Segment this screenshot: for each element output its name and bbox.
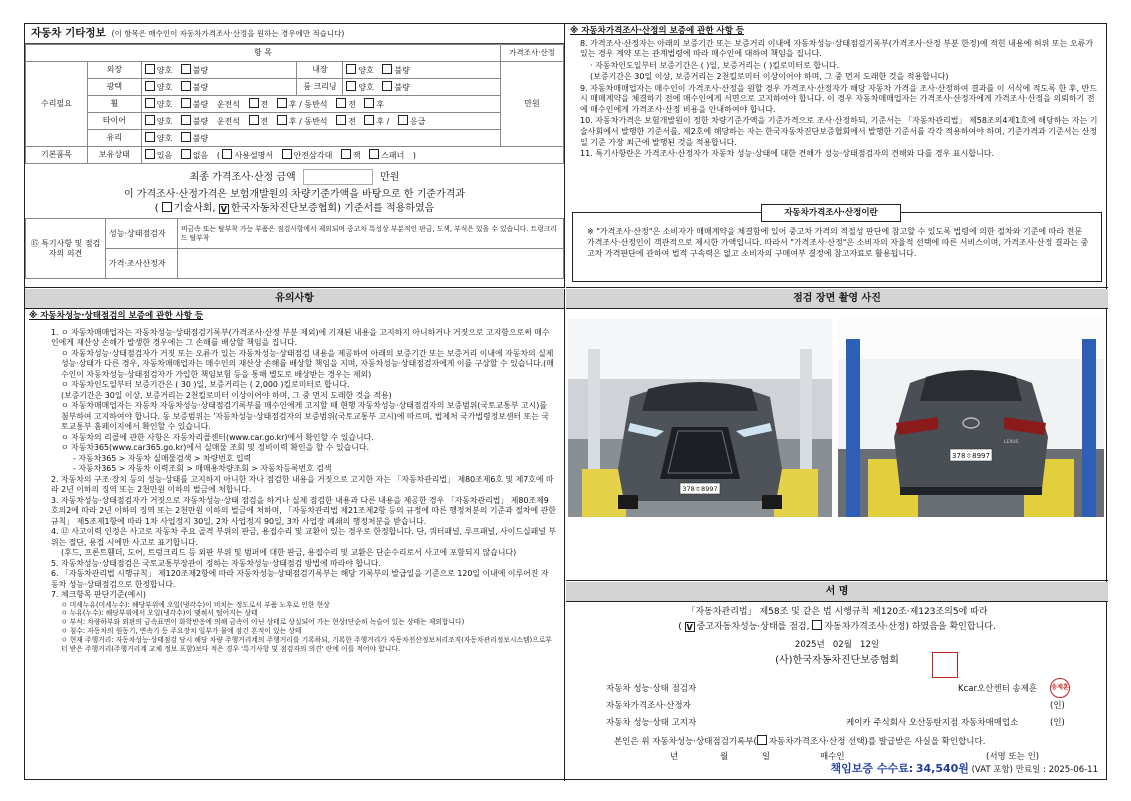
perf-inspector-opinion: 비금속 또는 탈부착 가능 부품은 점검사항에서 제외되며 중고차 특성상 부분적인 판금, 도색, 부식은 있을 수 있습니다. 트렁크리드 탈부착 [178, 219, 564, 249]
caution-3: 3. 자동차성능·상태점검자가 거짓으로 자동차성능·상태 점검을 하거나 실제 점검한 내용과 다른 내용을 제공한 경우 「자동차관리법」 제80조제9호의2에 따라 2년 이하의 징역 또는 2천만원 이하의 벌금에 처하며, 「자동차관리법 제21조제2항 등의 규정에 따른 행정처분의 기준과 절차에 관한 규칙」 제5조제1항에 따라 1차 사업정지 30일, 2차 사업정지 90일, 3차 사업장 폐쇄의 행정처분을 받습니다. [51, 495, 556, 526]
buyer-sign[interactable]: (서명 또는 인) [986, 752, 1040, 762]
engineers-society-checkbox[interactable] [162, 202, 172, 212]
caution-7d: ㅇ 침수: 자동차의 원동기, 변속기 등 주요장치 일부가 물에 잠긴 흔적이 있는 상태 [61, 627, 302, 636]
room-options: 양호 불량 [343, 79, 501, 96]
caution-1c2: (보증기간은 30일 이상, 보증거리는 2천킬로미터 이상이어야 하며, 그 중 먼저 도래한 것을 적용) [61, 390, 392, 400]
item-9: 9. 자동차매매업자는 매수인이 가격조사·산정을 원할 경우 가격조사·산정자가 해당 자동차 가격을 조사·산정하여 결과를 이 서식에 적도록 한 후, 반드시 매매계약을 체결하기 전에 매수인에게 서면으로 고지하여야 합니다. 이 경우 자동차매매업자는 가격조사·산정자에게 가격조사·산정을 의뢰하기 전에 매수인에게 가격조사·산정 비용을 안내하여야 합니다. [580, 83, 1097, 114]
price-unit: 만원 [501, 62, 564, 147]
caution-4b: (후드, 프론트휀더, 도어, 트렁크리드 등 외판 부위 및 범퍼에 대한 판금, 용접수리 및 교환은 단순수리로서 사고에 포함되지 않습니다) [61, 548, 517, 558]
misc-title-row [25, 24, 564, 44]
caution-1e: ㅇ 자동차의 리콜에 관한 사항은 자동차리콜센터(www.car.go.kr)에서 확인할 수 있습니다. [61, 432, 374, 442]
interior-label: 내장 [297, 62, 343, 79]
caution-4: 4. ⑫ 사고이력 인정은 사고로 자동차 주요 골격 부위의 판금, 용접수리 및 교환이 있는 경우로 한정합니다. 단, 쿼터패널, 루프패널, 사이드실패널 부위는 절단, 용접 시에만 사고로 표기합니다. [51, 527, 556, 547]
caution-1b: ㅇ 자동차성능·상태점검자가 거짓 또는 오류가 있는 자동차성능·상태점검 내용을 제공하여 아래의 보증기간 또는 보증거리 이내에 자동차의 실제 성능·상태가 다른 경우, 자동차매매업자는 매수인의 재산상 손해를 배상할 책임을 지며, 자동차성능·상태점검자에게 이를 구상할 수 있습니다.(매수인이 자동차성능·상태점검자가 가입한 책임보험 등을 통해 별도로 배상받는 경우는 제외) [61, 348, 554, 379]
fee-value: 34,540원 [915, 762, 969, 776]
final-price-label: 최종 가격조사·산정 금액 [189, 172, 296, 183]
opinion-label: ⑮ 특기사항 및 점검자의 의견 [26, 219, 106, 279]
gloss-bad-checkbox[interactable] [181, 81, 191, 91]
gloss-good-checkbox[interactable] [145, 81, 155, 91]
expiry-date: 만료일 : 2025-06-11 [1015, 765, 1098, 776]
date-line: 2025년 02월 12일 [794, 639, 880, 650]
item-10: 10. 자동차가격은 보험개발원이 정한 차량기준가액을 기준가격으로 조사·산정하되, 기준서는 「자동차관리법」 제58조의4제1호에 해당하는 자는 기술사회에서 발행한 기준서를, 제2호에 해당하는 자는 한국자동차진단보증협회에서 발행한 기준서를 각각 적용하여야 하며, 기준가격과 기준서는 산정일 기준 가장 최근에 발행된 것을 적용합니다. [580, 116, 1098, 147]
glass-label: 유리 [87, 130, 141, 147]
caution-1d: ㅇ 자동차매매업자는 자동차 자동차성능·상태점검기록부를 매수인에게 고지할 때 현행 자동차성능·상태점검자의 보증범위(국토교통부 고시)를 첨부하여 고지하여야 합니다. 동 보증범위는 '자동차성능·상태점검자의 보증범위(국토교통부 고시)에 따르며, 법제처 국가법령정보센터 또는 국토교통부 홈페이지에서 확인할 수 있습니다. [61, 401, 550, 432]
buyer-confirm-line: 본인은 위 자동차성능·상태점검기록부( 자동차가격조사·산정 선택)를 발급받은 사실을 확인합니다. [614, 737, 986, 747]
final-price-unit: 만원 [380, 172, 400, 183]
association-seal [932, 652, 958, 678]
caution-header: 유의사항 [25, 289, 564, 309]
possession-label: 보유상태 [87, 147, 141, 164]
caution-1f1: - 자동차365 > 자동차 실매물검색 > 차량번호 입력 [73, 453, 252, 463]
wheel-options: 양호 불량 운전석 전 후 / 동반석 전 후 [141, 96, 500, 113]
room-good-checkbox[interactable] [346, 81, 356, 91]
notifier-seal: (인) [1050, 718, 1065, 728]
jack-checkbox[interactable] [341, 149, 351, 159]
items-no-checkbox[interactable] [181, 149, 191, 159]
inspection-record-page [24, 23, 1107, 780]
association-name: (사)한국자동차진단보증협회 [775, 655, 899, 667]
tire-good-checkbox[interactable] [145, 115, 155, 125]
sign-day: 12 [860, 639, 871, 650]
wheel-bad-checkbox[interactable] [181, 98, 191, 108]
caution-6: 6. 「자동차관리법 시행규칙」 제120조제2항에 따라 자동차성능·상태점검기록부는 해당 기록부의 발급일을 기준으로 120일 이내에 이루어진 자동차 성능·상태점검으로 한정합니다. [51, 569, 549, 589]
final-price-input[interactable] [303, 169, 373, 185]
misc-note: (이 항목은 매수인이 자동차가격조사·산정을 원하는 경우에만 적습니다) [111, 28, 345, 38]
caution-1c: ㅇ 자동차인도일부터 보증기간은 ( 30 )일, 보증거리는 ( 2,000 )킬로미터로 합니다. [61, 380, 350, 390]
buyer-day: 일 [762, 752, 771, 762]
tire-spare-checkbox[interactable] [398, 115, 408, 125]
wheel-front-checkbox[interactable] [249, 98, 259, 108]
caution-5: 5. 자동차성능·상태점검은 국토교통부장관이 정하는 자동차성능·상태점검 방법에 따라야 합니다. [51, 558, 381, 568]
law-line-2: ( V 중고자동차성능·상태를 점검, 자동차가격조사·산정) 하였음을 확인합니다. [678, 622, 996, 633]
col-item-header: 항 목 [26, 45, 501, 62]
standard-line-1: 이 가격조사·산정가격은 보험개발원의 차량기준가액을 바탕으로 한 기준가격과 [123, 189, 466, 200]
wheel-good-checkbox[interactable] [145, 98, 155, 108]
price-guarantee-panel [566, 24, 1108, 288]
price-guarantee-items [566, 39, 1108, 160]
rear-car-illustration [838, 319, 1104, 517]
photo-header: 점검 장면 촬영 사진 [566, 289, 1108, 309]
definition-box [572, 208, 1102, 282]
price-guarantee-title: ※ 자동차가격조사·산정의 보증에 관한 사항 등 [570, 26, 745, 36]
vehicle-misc-info-panel [25, 24, 565, 288]
wheel-pfront-checkbox[interactable] [336, 98, 346, 108]
basic-items-label: 기본품목 [26, 147, 88, 164]
caution-7e: ㅇ 현재 주행거리: 자동차성능·상태점검 당시 해당 차량 주행거리계의 주행거리를 기록하되, 기록한 주행거리가 자동차전산정보처리조직(자동차관리정보시스템)으로부터 받은 주행거리(주행거리계 교체 정보 포함)보다 적은 경우 '특기사항 및 점검자의 의견' 란에 이를 적어야 합니다. [61, 635, 552, 653]
caution-panel [25, 289, 565, 781]
spanner-checkbox[interactable] [369, 149, 379, 159]
glass-bad-checkbox[interactable] [181, 132, 191, 142]
price-check-checkbox[interactable] [812, 620, 822, 630]
caution-7a: ㅇ 미세누유(미세누수): 해당부위에 오일(냉각수)이 비치는 정도로서 부품 노후로 인한 현상 [61, 600, 330, 609]
perf-check-checkbox-checked[interactable]: V [686, 623, 693, 633]
wheel-prear-checkbox[interactable] [364, 98, 374, 108]
appraiser-seal: (인) [1050, 701, 1065, 711]
item-11: 11. 특기사항란은 가격조사·산정자가 자동차 성능·상태에 대한 견해가 성능·상태점검자의 견해와 다를 경우 표시합니다. [580, 149, 995, 159]
interior-bad-checkbox[interactable] [382, 64, 392, 74]
rear-car-photo [838, 319, 1104, 517]
appraiser-label: 자동차가격조사·산정자 [606, 701, 691, 711]
item-8: 8. 가격조사·산정자는 아래의 보증기간 또는 보증거리 이내에 자동차성능·상태점검기록부(가격조사·산정 부분 한정)에 적힌 내용에 허위 또는 오류가 있는 경우 계약 또는 관계법령에 따라 매수인에 대하여 책임을 집니다. [580, 38, 1094, 59]
glass-options: 양호 불량 [141, 130, 500, 147]
buyer-price-checkbox[interactable] [757, 735, 767, 745]
inspector-label: 자동차 성능·상태 점검자 [606, 684, 697, 694]
front-car-illustration [568, 319, 832, 517]
signature-header: 서 명 [566, 582, 1108, 602]
buyer-month: 월 [720, 752, 729, 762]
caution-title: ※ 자동차성능·상태점검의 보증에 관한 사항 등 [29, 311, 204, 321]
wheel-rear-checkbox[interactable] [277, 98, 287, 108]
fee-label: 책임보증 수수료: [830, 762, 914, 776]
rear-brand-text: LEXUS [1004, 440, 1019, 445]
exterior-options: 양호 불량 [141, 62, 297, 79]
definition-title: 자동차가격조사·산정이란 [761, 204, 901, 222]
opinion-table [25, 218, 564, 279]
gloss-options: 양호 불량 [141, 79, 297, 96]
basic-items-options: 있음 없음 ( 사용설명서 안전삼각대 잭 스패너 ) [141, 147, 563, 164]
front-plate-text: 378ㅎ8997 [682, 485, 718, 493]
sign-year: 2025 [794, 639, 817, 650]
items-yes-checkbox[interactable] [145, 149, 155, 159]
exterior-bad-checkbox[interactable] [181, 64, 191, 74]
interior-options: 양호 불량 [343, 62, 501, 79]
exterior-label: 외장 [87, 62, 141, 79]
item-8b: (보증기간은 30일 이상, 보증거리는 2천킬로미터 이상이어야 하며, 그 중 먼저 도래한 것을 적용합니다) [590, 72, 949, 82]
buyer-label: 매수인 [820, 752, 845, 762]
room-bad-checkbox[interactable] [382, 81, 392, 91]
rear-plate-text: 378ㅎ8997 [952, 452, 990, 460]
exterior-good-checkbox[interactable] [145, 64, 155, 74]
fee-line [831, 762, 1099, 776]
signature-panel [566, 582, 1108, 781]
final-price-row [25, 169, 564, 185]
tire-label: 타이어 [87, 113, 141, 130]
caution-2: 2. 자동차의 구조·장치 등의 성능·상태를 고지하지 아니한 자나 점검한 내용을 거짓으로 고지한 자는 「자동차관리법」 제80조제6호 및 제7호에 따라 2년 이하의 징역 또는 2천만원 이하의 벌금에 처합니다. [51, 474, 554, 495]
definition-text: ※ "가격조사·산정"은 소비자가 매매계약을 체결함에 있어 중고차 가격의 적절성 판단에 참고할 수 있도록 법령에 의한 절차와 기준에 따라 전문 가격조사·산정인이 객관적으로 제시한 가액입니다. 따라서 "가격조사·산정"은 소비자의 자율적 선택에 따른 서비스이며, 가격조사·산정 결과는 중고차 가격판단에 관하여 법적 구속력은 없고 소비자의 구매여부 결정에 참고자료로 활용됩니다. [587, 227, 1089, 258]
standard-line-2: ( 기술사회, V 한국자동차진단보증협회) 기준서를 적용하였음 [154, 202, 435, 214]
notifier-name: 케이카 주식회사 오산동탄지점 자동차매매업소 [846, 718, 1019, 728]
caution-7: 7. 체크항목 판단기준(예시) [51, 590, 146, 600]
misc-table [25, 44, 564, 164]
tire-front-checkbox[interactable] [249, 115, 259, 125]
manual-checkbox[interactable] [222, 149, 232, 159]
photo-panel [566, 289, 1108, 581]
triangle-checkbox[interactable] [282, 149, 292, 159]
caution-1f2: - 자동차365 > 자동차 이력조회 > 매매용차량조회 > 자동차등록번호 검색 [73, 464, 332, 474]
misc-title: 자동차 기타정보 [31, 26, 106, 39]
front-car-photo [568, 319, 832, 517]
room-label: 룸 크리닝 [297, 79, 343, 96]
caution-1a: 1. ㅇ 자동차매매업자는 자동차성능·상태점검기록부(가격조사·산정 부분 제외)에 기재된 내용을 고지하지 아니하거나 거짓으로 고지함으로써 매수인에게 재산상 손해가 발생한 경우에는 그 손해를 배상할 책임을 집니다. [51, 327, 550, 348]
tire-prear-checkbox[interactable] [364, 115, 374, 125]
caution-body [25, 324, 564, 654]
inspector-stamp: 송제훈 [1050, 678, 1070, 698]
caution-7c: ㅇ 부식: 차량하부와 외판의 금속표면이 화학반응에 의해 금속이 아닌 상태로 상실되어 가는 현상(단순히 녹슬어 있는 상태는 제외합니다) [61, 618, 465, 627]
price-appraiser-opinion[interactable] [178, 249, 564, 279]
tire-pfront-checkbox[interactable] [336, 115, 346, 125]
gloss-label: 광택 [87, 79, 141, 96]
buyer-year: 년 [670, 752, 679, 762]
notifier-label: 자동차 성능·상태 고지자 [606, 718, 697, 728]
fee-vat: (VAT 포함) [971, 765, 1013, 776]
repair-label: 수리필요 [26, 62, 88, 147]
item-8a: · 자동차인도일부터 보증기간은 ( )일, 보증거리는 ( )킬로미터로 합니다. [590, 60, 840, 70]
law-line-1: 「자동차관리법」 제58조 및 같은 법 시행규칙 제120조·제123조의5에 따라 [686, 607, 988, 617]
glass-good-checkbox[interactable] [145, 132, 155, 142]
tire-options: 양호 불량 운전석 전 후 / 동반석 전 후 / 응급 [141, 113, 500, 130]
interior-good-checkbox[interactable] [346, 64, 356, 74]
caution-7b: ㅇ 누유(누수): 해당부위에서 오일(냉각수)이 맺혀서 떨어지는 상태 [61, 609, 258, 618]
price-appraiser-label: 가격·조사산정자 [106, 249, 178, 279]
standard-statement [25, 188, 564, 215]
caution-1f: ㅇ 자동차365(www.car365.go.kr)에서 실매물 조회 및 정비이력 확인을 할 수 있습니다. [61, 443, 370, 453]
tire-bad-checkbox[interactable] [181, 115, 191, 125]
sign-month: 02 [832, 639, 844, 650]
wheel-label: 휠 [87, 96, 141, 113]
col-price-header: 가격조사·산정 [501, 45, 564, 62]
inspector-name: Kcar오산센터 송제훈 [958, 684, 1038, 694]
perf-inspector-label: 성능·상태점검자 [106, 219, 178, 249]
tire-rear-checkbox[interactable] [277, 115, 287, 125]
kaida-checkbox-checked[interactable]: V [220, 204, 227, 214]
